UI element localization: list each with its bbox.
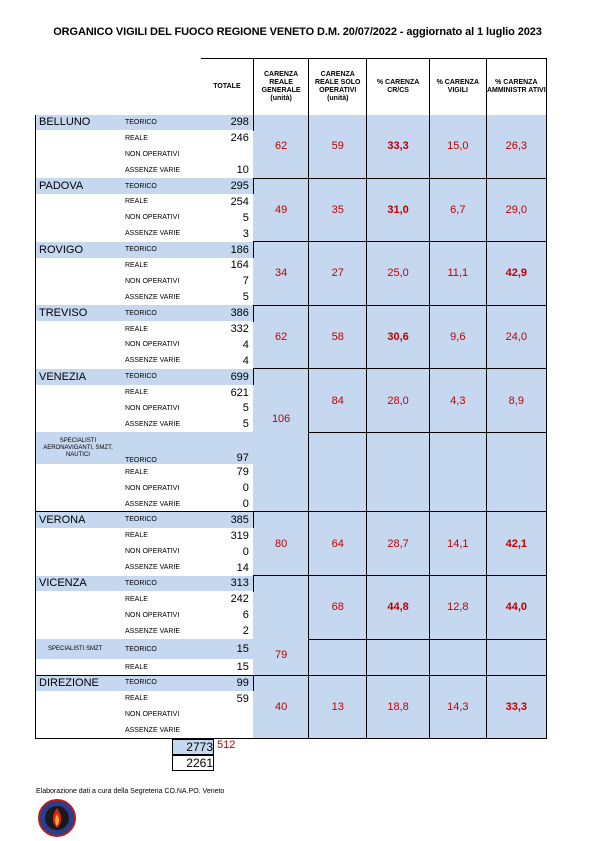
pct-vigili-value: 14,3 — [447, 700, 469, 713]
pct-crcs — [367, 242, 430, 306]
row-label: NON OPERATIVI — [124, 341, 180, 349]
header-pct-amministrativi: % CARENZA AMMINISTR ATIVI — [486, 59, 546, 115]
value-non_operativi — [200, 146, 253, 162]
row-label: REALE — [124, 134, 148, 142]
value-non_operativi: 5 — [200, 401, 253, 417]
carenza-generale: 34 — [253, 242, 308, 306]
value-reale: 242 — [200, 591, 253, 607]
row-label: ASSENZE VARIE — [124, 357, 181, 365]
carenza-operativi-value: 27 — [331, 267, 344, 280]
pct-crcs-value: 44,8 — [387, 601, 409, 614]
value-assenze: 0 — [200, 496, 253, 512]
header-carenza-generale: CARENZA REALE GENERALE (unità) — [253, 59, 308, 115]
pct-amministrativi — [486, 512, 546, 576]
pct-amministrativi — [486, 115, 546, 179]
carenza-operativi — [309, 576, 367, 640]
pct-crcs-value: 25,0 — [387, 267, 409, 280]
row-label: ASSENZE VARIE — [124, 564, 181, 572]
row-label: ASSENZE VARIE — [120, 496, 200, 512]
pct-crcs — [367, 576, 430, 640]
carenza-operativi — [309, 369, 367, 433]
row-label: NON OPERATIVI — [124, 548, 180, 556]
page-title: ORGANICO VIGILI DEL FUOCO REGIONE VENETO D.M. 20/07/2022 - aggiornato al 1 luglio 2023 — [53, 26, 542, 38]
carenza-generale: 62 — [253, 305, 308, 369]
row-label: NON OPERATIVI — [124, 277, 180, 285]
row-label: NON OPERATIVI — [124, 611, 180, 619]
pct-amministrativi — [486, 305, 546, 369]
carenza-generale: 62 — [253, 115, 308, 179]
province-name: ROVIGO — [36, 242, 121, 258]
pct-amministrativi-value: 24,0 — [505, 330, 528, 343]
row-label: REALE — [124, 532, 148, 540]
row-label: REALE — [124, 595, 148, 603]
value-reale: 59 — [200, 691, 253, 707]
pct-amministrativi-value: 44,0 — [505, 601, 528, 614]
carenza-generale: 40 — [253, 675, 308, 739]
province-name: TREVISO — [36, 305, 121, 321]
value-reale: 79 — [200, 464, 253, 480]
row-label: TEORICO — [120, 305, 200, 321]
value-assenze: 4 — [200, 353, 253, 369]
value-non_operativi: 4 — [200, 337, 253, 353]
row-label: REALE — [124, 198, 148, 206]
row-label: REALE — [124, 468, 148, 476]
pct-crcs — [367, 115, 430, 179]
value-non_operativi: 6 — [200, 607, 253, 623]
pct-vigili-value: 6,7 — [450, 203, 466, 216]
pct-crcs — [367, 512, 430, 576]
pct-amministrativi-value: 42,9 — [505, 267, 528, 280]
value-non_operativi — [200, 707, 253, 723]
row-label: NON OPERATIVI — [124, 404, 180, 412]
carenza-operativi-value: 35 — [331, 203, 344, 216]
carenza-operativi-value: 58 — [331, 330, 344, 343]
pct-crcs-value: 33,3 — [387, 140, 409, 153]
pct-crcs — [367, 369, 430, 433]
pct-vigili-value: 12,8 — [447, 601, 469, 614]
value-assenze: 2 — [200, 623, 253, 639]
row-label: REALE — [124, 389, 148, 397]
province-name: VERONA — [36, 512, 121, 528]
value-teorico: 386 — [200, 305, 253, 321]
pct-amministrativi — [486, 242, 546, 306]
value-reale: 254 — [200, 194, 253, 210]
carenza-operativi — [309, 512, 367, 576]
pct-vigili — [429, 369, 486, 433]
value-teorico: 313 — [200, 576, 253, 592]
carenza-operativi — [309, 305, 367, 369]
value-reale: 332 — [200, 321, 253, 337]
value-assenze: 10 — [200, 162, 253, 178]
pct-vigili-value: 9,6 — [450, 330, 466, 343]
carenza-operativi-value: 84 — [331, 394, 344, 407]
pct-amministrativi — [486, 675, 546, 739]
province-name: VENEZIA — [36, 369, 121, 385]
value-non_operativi: 7 — [200, 273, 253, 289]
table-row — [36, 512, 547, 528]
value-teorico: 186 — [200, 242, 253, 258]
value-teorico: 99 — [200, 675, 253, 691]
pct-vigili — [429, 305, 486, 369]
pct-crcs-value: 28,7 — [387, 537, 409, 550]
value-assenze: 5 — [200, 416, 253, 432]
row-label: ASSENZE VARIE — [124, 627, 181, 635]
pct-amministrativi — [486, 178, 546, 242]
header-pct-crcs: % CARENZA CR/CS — [367, 59, 430, 115]
pct-vigili — [429, 675, 486, 739]
row-label: TEORICO — [120, 242, 200, 258]
pct-vigili-value: 4,3 — [450, 394, 466, 407]
value-non_operativi: 5 — [200, 210, 253, 226]
table-row — [36, 675, 547, 691]
value-reale: 15 — [200, 659, 253, 675]
pct-amministrativi-value: 33,3 — [505, 700, 528, 713]
row-label: TEORICO — [120, 639, 200, 659]
value-teorico: 15 — [200, 639, 253, 659]
row-label: TEORICO — [120, 576, 200, 592]
carenza-operativi — [309, 242, 367, 306]
value-reale: 164 — [200, 258, 253, 274]
row-label: TEORICO — [120, 512, 200, 528]
row-label: NON OPERATIVI — [124, 150, 180, 158]
table-row — [36, 576, 547, 592]
value-assenze: 3 — [200, 226, 253, 242]
pct-crcs — [367, 305, 430, 369]
table-row — [36, 178, 547, 194]
carenza-operativi — [309, 115, 367, 179]
value-non_operativi: 0 — [200, 544, 253, 560]
province-name: VICENZA — [36, 576, 121, 592]
carenza-generale: 106 — [253, 369, 308, 512]
carenza-operativi — [309, 675, 367, 739]
value-reale: 319 — [200, 528, 253, 544]
value-assenze: 14 — [200, 560, 253, 576]
row-label: ASSENZE VARIE — [120, 723, 200, 739]
carenza-operativi-value: 68 — [331, 601, 344, 614]
row-label: NON OPERATIVI — [124, 214, 180, 222]
province-name: DIREZIONE — [36, 675, 121, 691]
row-label: REALE — [124, 695, 148, 703]
pct-crcs — [367, 178, 430, 242]
pct-vigili-value: 15,0 — [447, 140, 469, 153]
pct-amministrativi — [486, 576, 546, 640]
value-teorico: 385 — [200, 512, 253, 528]
row-label: TEORICO — [120, 432, 200, 464]
row-label: TEORICO — [120, 369, 200, 385]
pct-vigili-value: 11,1 — [447, 267, 469, 280]
pct-vigili — [429, 242, 486, 306]
header-pct-vigili: % CARENZA VIGILI — [429, 59, 486, 115]
header-carenza-operativi: CARENZA REALE SOLO OPERATIVI (unità) — [309, 59, 367, 115]
carenza-operativi-value: 13 — [331, 700, 344, 713]
table-row — [36, 242, 547, 258]
value-reale: 246 — [200, 130, 253, 146]
row-label: TEORICO — [120, 675, 200, 691]
pct-vigili — [429, 576, 486, 640]
specialisti-label: SPECIALISTI AERONAVIGANTI, SMZT, NAUTICI — [36, 432, 121, 464]
pct-vigili-value: 14,1 — [447, 537, 469, 550]
footer-note: Elaborazione dati a cura della Segreteria CO.NA.PO. Veneto — [36, 788, 225, 795]
row-label: ASSENZE VARIE — [124, 293, 181, 301]
pct-crcs-value: 18,8 — [387, 700, 409, 713]
row-label: NON OPERATIVI — [124, 484, 180, 492]
pct-amministrativi-value: 42,1 — [505, 537, 528, 550]
pct-crcs — [367, 675, 430, 739]
value-non_operativi: 0 — [200, 480, 253, 496]
carenza-generale: 80 — [253, 512, 308, 576]
value-teorico: 295 — [200, 178, 253, 194]
value-teorico: 298 — [200, 115, 253, 131]
row-label: REALE — [124, 325, 148, 333]
province-name: BELLUNO — [36, 115, 121, 131]
row-label: REALE — [120, 659, 200, 675]
pct-amministrativi-value: 8,9 — [508, 394, 524, 407]
conapo-logo — [36, 799, 78, 837]
row-label: REALE — [124, 261, 148, 269]
carenza-operativi-value: 59 — [331, 140, 344, 153]
row-label: ASSENZE VARIE — [124, 166, 181, 174]
row-label: ASSENZE VARIE — [124, 420, 181, 428]
carenza-operativi-value: 64 — [331, 537, 344, 550]
carenza-generale: 79 — [253, 576, 308, 675]
total-carenza: 512 — [217, 739, 236, 751]
pct-vigili — [429, 512, 486, 576]
row-label: ASSENZE VARIE — [124, 230, 181, 238]
pct-amministrativi-value: 29,0 — [505, 203, 528, 216]
pct-amministrativi — [486, 369, 546, 433]
total-teorico: 2773 — [172, 739, 214, 755]
pct-crcs-value: 30,6 — [387, 330, 409, 343]
value-reale: 621 — [200, 385, 253, 401]
table-row — [36, 305, 547, 321]
table-row — [36, 369, 547, 385]
carenza-generale: 49 — [253, 178, 308, 242]
pct-vigili — [429, 115, 486, 179]
table-row — [36, 115, 547, 131]
carenza-operativi — [309, 178, 367, 242]
pct-vigili — [429, 178, 486, 242]
specialisti-label: SPECIALISTI SMZT — [36, 639, 121, 659]
pct-amministrativi-value: 26,3 — [505, 140, 528, 153]
province-name: PADOVA — [36, 178, 121, 194]
row-label: NON OPERATIVI — [124, 711, 180, 719]
value-assenze: 5 — [200, 289, 253, 305]
value-teorico: 699 — [200, 369, 253, 385]
header-totale: TOTALE — [200, 59, 253, 115]
value-teorico: 97 — [200, 432, 253, 464]
row-label: TEORICO — [120, 178, 200, 194]
pct-crcs-value: 28,0 — [387, 394, 409, 407]
pct-crcs-value: 31,0 — [387, 203, 409, 216]
value-assenze — [200, 723, 253, 739]
row-label: TEORICO — [120, 115, 200, 131]
total-reale: 2261 — [172, 755, 214, 771]
organico-table — [35, 58, 547, 739]
